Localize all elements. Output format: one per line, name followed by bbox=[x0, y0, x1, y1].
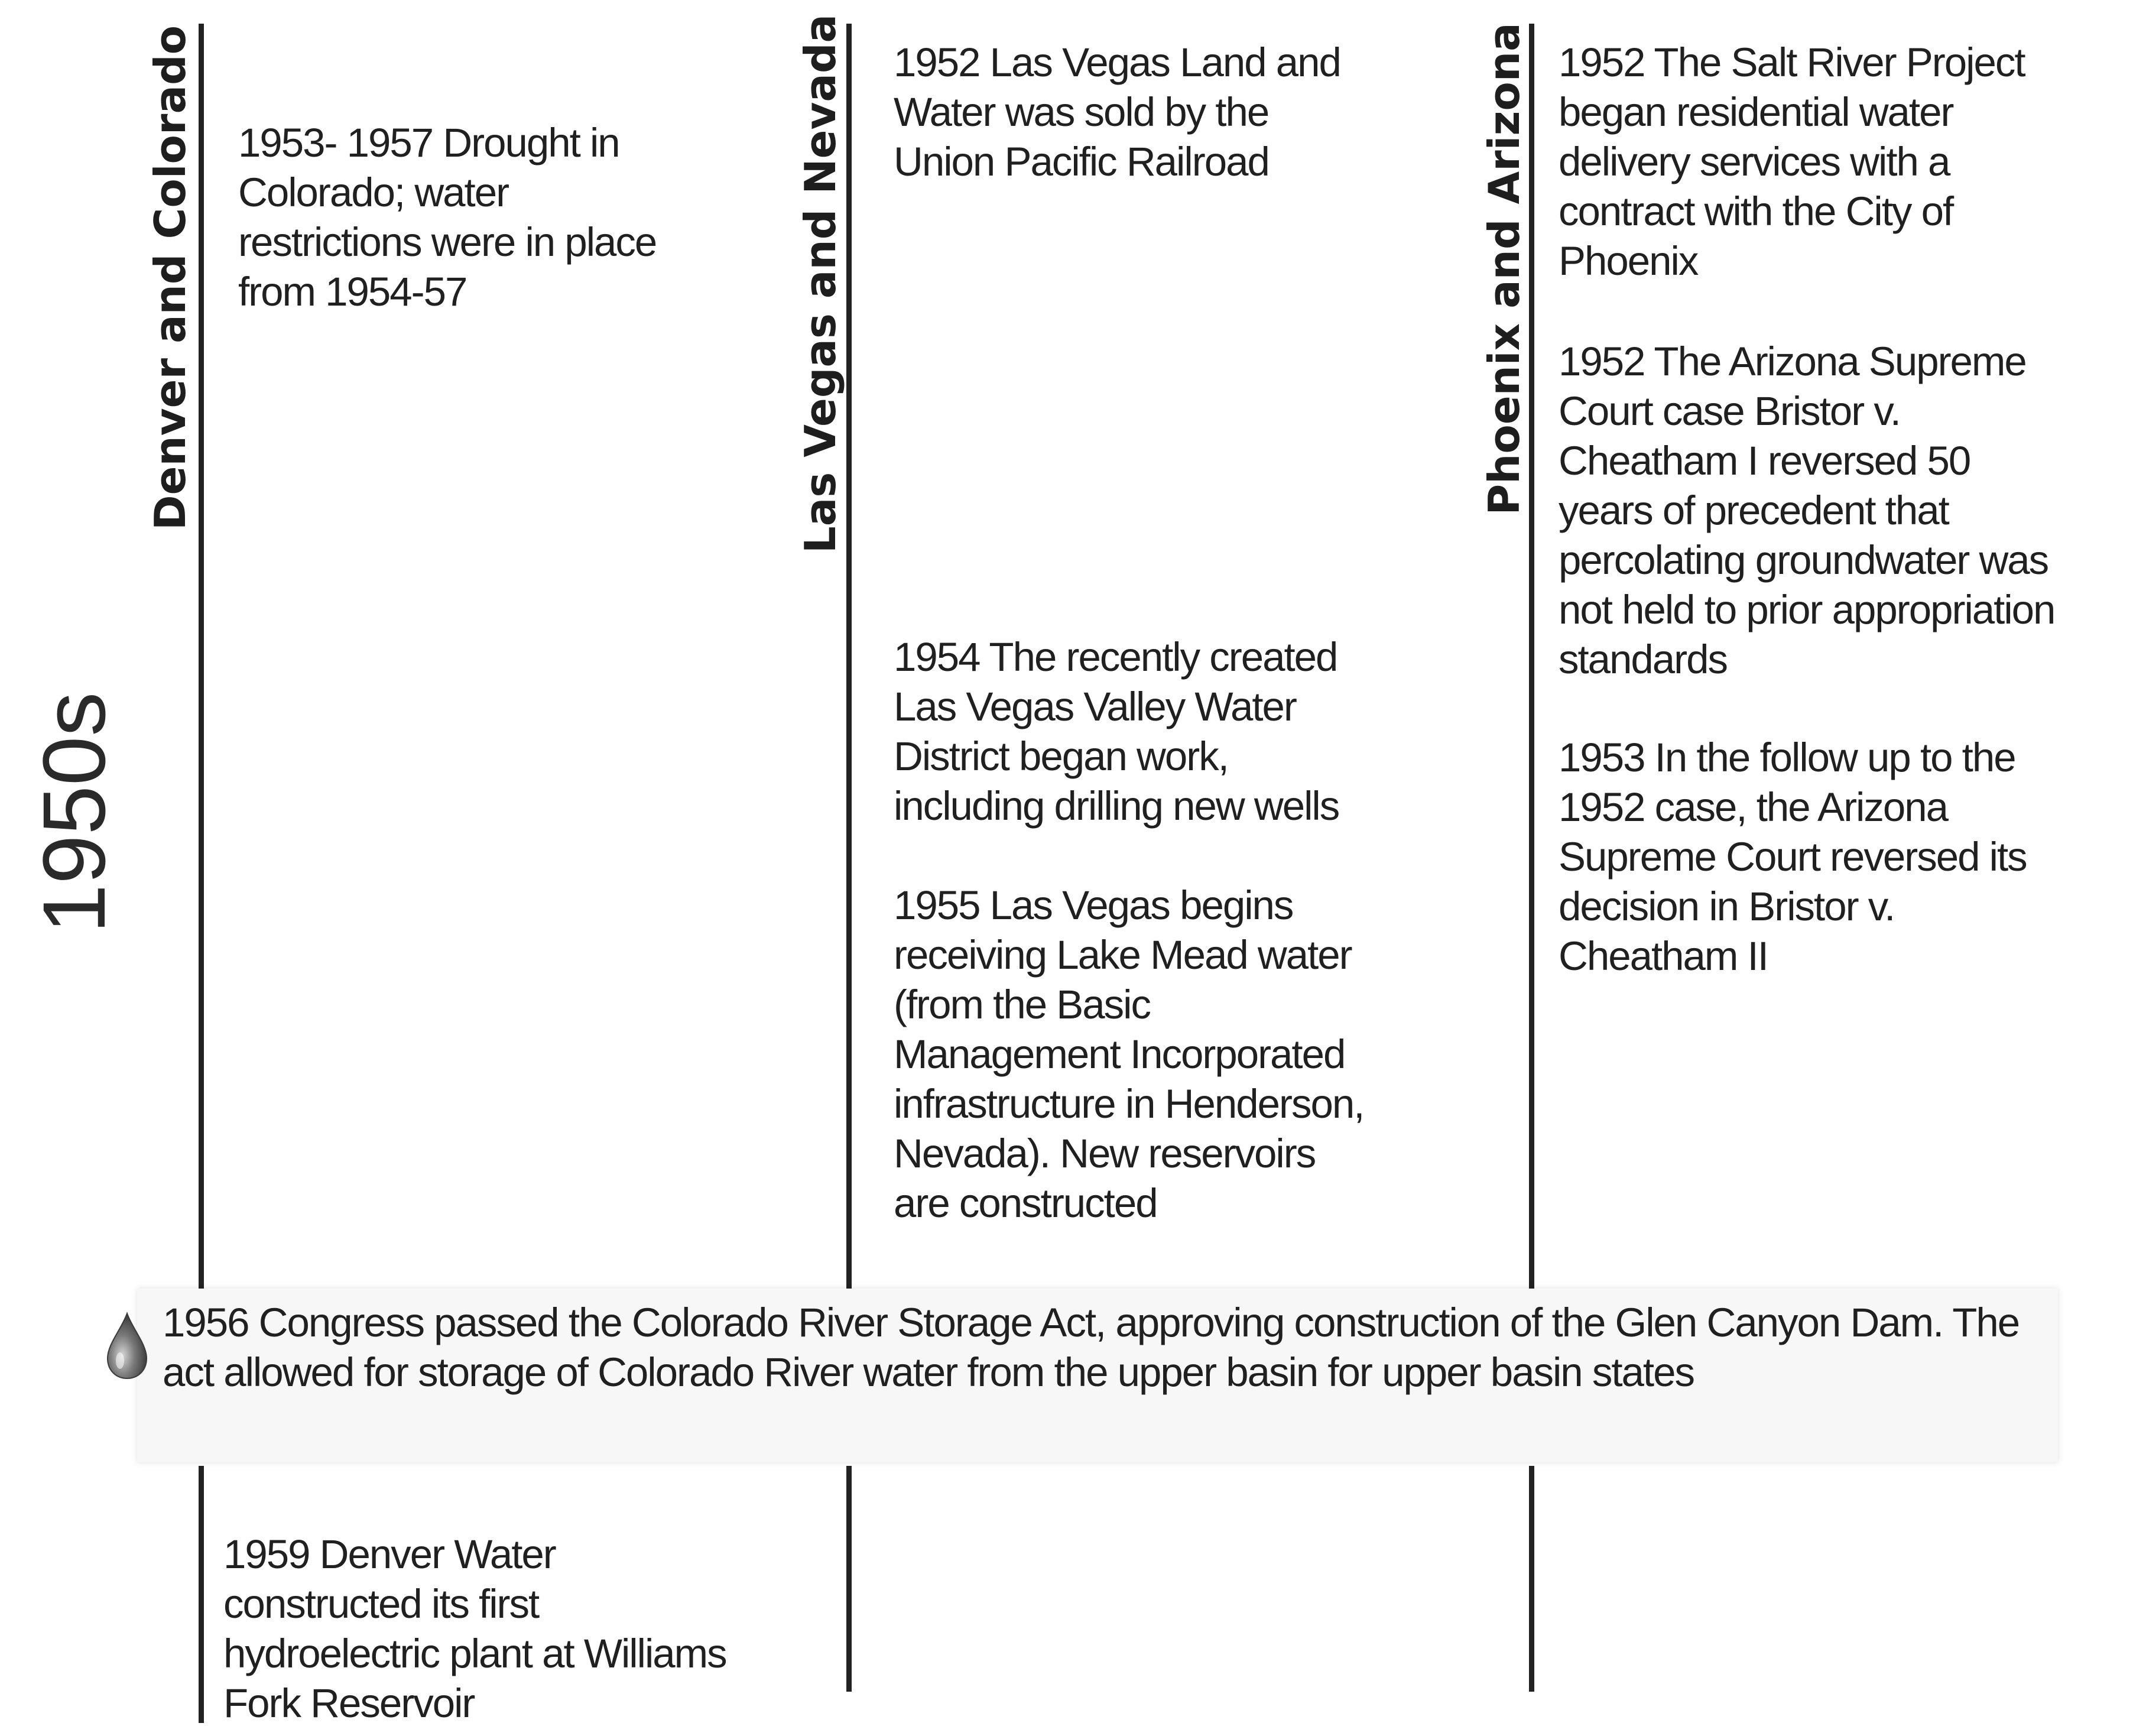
event-denver-1953-drought: 1953- 1957 Drought in Colorado; water restrictions were in place from 1954-57 bbox=[238, 120, 657, 314]
event-phoenix-1953-bristor-cheatham-ii: 1953 In the follow up to the 1952 case, the Arizona Supreme Court reversed its decision in Bristor v. Cheatham II bbox=[1559, 735, 2027, 979]
event-lasvegas-1954-water-district: 1954 The recently created Las Vegas Valley Water District began work, including drilling new wells bbox=[894, 634, 1339, 829]
event-lasvegas-1955-lake-mead: 1955 Las Vegas begins receiving Lake Mead water (from the Basic Management Incorporated infrastructure in Henderson, Nevada). New reservoirs are constructed bbox=[894, 882, 1364, 1226]
column-label-lasvegas: Las Vegas and Nevada bbox=[796, 14, 845, 554]
event-lasvegas-1952-land-water: 1952 Las Vegas Land and Water was sold by the Union Pacific Railroad bbox=[894, 40, 1340, 184]
column-label-denver: Denver and Colorado bbox=[145, 25, 195, 531]
event-1956-colorado-river-storage-act: 1956 Congress passed the Colorado River Storage Act, approving construction of the Glen Canyon Dam. The act allowed for storage of Colorado River water from the upper basin for upper basin states bbox=[163, 1300, 2020, 1395]
decade-text: 1950s bbox=[24, 692, 124, 934]
event-phoenix-1952-salt-river: 1952 The Salt River Project began residential water delivery services with a contract with the City of Phoenix bbox=[1559, 40, 2025, 284]
water-drop-icon bbox=[104, 1311, 150, 1381]
column-label-phoenix: Phoenix and Arizona bbox=[1479, 22, 1529, 515]
timeline-line-denver-upper bbox=[199, 24, 204, 1289]
timeline-line-phoenix-lower bbox=[1529, 1466, 1534, 1692]
decade-label bbox=[24, 674, 124, 952]
timeline-line-lasvegas-lower bbox=[846, 1466, 852, 1692]
event-denver-1959-hydroelectric: 1959 Denver Water constructed its first hydroelectric plant at Williams Fork Reservoir bbox=[223, 1531, 726, 1726]
timeline-line-denver-lower bbox=[199, 1466, 204, 1723]
timeline-line-lasvegas-upper bbox=[846, 24, 852, 1289]
event-phoenix-1952-bristor-cheatham-i: 1952 The Arizona Supreme Court case Bristor v. Cheatham I reversed 50 years of precedent that percolating groundwater was not held to prior appropriation standards bbox=[1559, 339, 2055, 682]
